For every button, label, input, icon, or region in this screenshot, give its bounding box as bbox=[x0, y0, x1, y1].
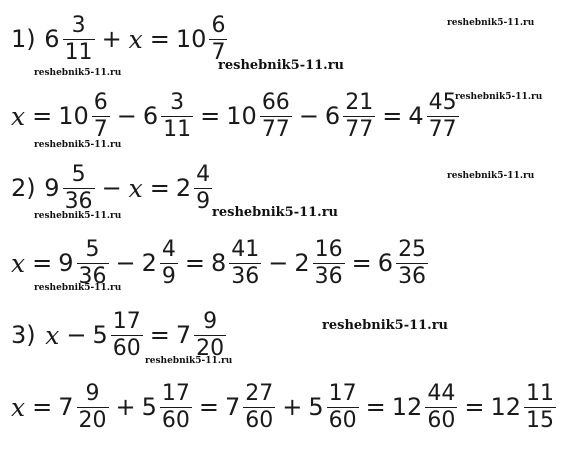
watermark: reshebnik5-11.ru bbox=[34, 283, 122, 293]
mixed-number bbox=[176, 309, 227, 362]
problem-1-equation bbox=[10, 2, 228, 76]
variable-x: x bbox=[128, 173, 143, 203]
whole-part: 5 bbox=[308, 393, 324, 421]
watermark: reshebnik5-11.ru bbox=[447, 171, 535, 181]
numerator: 17 bbox=[161, 380, 190, 406]
numerator: 3 bbox=[71, 12, 86, 38]
operator: = bbox=[184, 249, 205, 277]
operator: = bbox=[198, 393, 219, 421]
denominator: 36 bbox=[314, 263, 343, 289]
fraction bbox=[424, 381, 458, 434]
numerator: 17 bbox=[328, 380, 357, 406]
denominator: 77 bbox=[261, 116, 290, 142]
fraction bbox=[193, 162, 213, 215]
fraction bbox=[242, 381, 276, 434]
numerator: 21 bbox=[345, 89, 374, 115]
mixed-number bbox=[226, 90, 293, 143]
whole-part: 10 bbox=[226, 102, 257, 130]
denominator: 36 bbox=[64, 188, 93, 214]
problem-label: 3) bbox=[11, 321, 36, 349]
whole-part: 6 bbox=[142, 102, 159, 130]
operator: = bbox=[149, 25, 170, 53]
whole-part: 6 bbox=[44, 25, 60, 53]
denominator: 60 bbox=[328, 407, 357, 433]
mixed-number bbox=[308, 381, 359, 434]
whole-part: 2 bbox=[175, 174, 192, 202]
mixed-number bbox=[93, 309, 144, 362]
fraction bbox=[159, 237, 179, 290]
numerator: 4 bbox=[196, 161, 211, 187]
fraction bbox=[342, 90, 376, 143]
whole-part: 6 bbox=[324, 102, 341, 130]
watermark: reshebnik5-11.ru bbox=[447, 18, 535, 28]
watermark: reshebnik5-11.ru bbox=[212, 205, 339, 220]
watermark: reshebnik5-11.ru bbox=[145, 356, 233, 366]
operator: = bbox=[464, 393, 485, 421]
numerator: 11 bbox=[525, 380, 554, 406]
mixed-number bbox=[378, 237, 429, 290]
denominator: 9 bbox=[196, 188, 211, 214]
numerator: 6 bbox=[93, 89, 108, 115]
fraction bbox=[110, 309, 144, 362]
numerator: 6 bbox=[211, 12, 226, 38]
operator: = bbox=[200, 102, 221, 130]
fraction bbox=[76, 381, 110, 434]
operator: = bbox=[32, 102, 53, 130]
operator: − bbox=[116, 102, 137, 130]
watermark: reshebnik5-11.ru bbox=[34, 68, 122, 78]
mixed-number bbox=[176, 162, 213, 215]
denominator: 15 bbox=[525, 407, 554, 433]
fraction bbox=[62, 13, 96, 66]
operator: + bbox=[282, 393, 303, 421]
denominator: 7 bbox=[93, 116, 108, 142]
whole-part: 12 bbox=[391, 393, 423, 421]
operator: − bbox=[268, 249, 289, 277]
operator: − bbox=[66, 321, 87, 349]
watermark: reshebnik5-11.ru bbox=[34, 140, 122, 150]
numerator: 5 bbox=[85, 236, 100, 262]
watermark: reshebnik5-11.ru bbox=[322, 318, 449, 333]
mixed-number bbox=[325, 90, 376, 143]
fraction bbox=[395, 237, 429, 290]
denominator: 36 bbox=[398, 263, 427, 289]
problem-label: 2) bbox=[11, 174, 36, 202]
denominator: 20 bbox=[78, 407, 107, 433]
numerator: 9 bbox=[85, 380, 100, 406]
mixed-number bbox=[142, 381, 193, 434]
whole-part: 9 bbox=[58, 249, 74, 277]
fraction bbox=[228, 237, 262, 290]
denominator: 7 bbox=[211, 39, 226, 65]
denominator: 36 bbox=[231, 263, 260, 289]
operator: = bbox=[382, 102, 403, 130]
whole-part: 5 bbox=[141, 393, 157, 421]
denominator: 36 bbox=[78, 263, 107, 289]
fraction bbox=[91, 90, 111, 143]
fraction bbox=[326, 381, 360, 434]
mixed-number bbox=[211, 237, 262, 290]
numerator: 27 bbox=[245, 380, 274, 406]
operator: = bbox=[365, 393, 386, 421]
whole-part: 7 bbox=[58, 393, 74, 421]
whole-part: 2 bbox=[141, 249, 157, 277]
mixed-number bbox=[44, 13, 95, 66]
problem-label: 1) bbox=[11, 25, 36, 53]
numerator: 45 bbox=[428, 89, 457, 115]
numerator: 4 bbox=[161, 236, 176, 262]
denominator: 77 bbox=[428, 116, 457, 142]
mixed-number bbox=[58, 90, 111, 143]
mixed-number bbox=[392, 381, 459, 434]
mixed-number bbox=[143, 90, 194, 143]
fraction bbox=[76, 237, 110, 290]
whole-part: 10 bbox=[58, 102, 89, 130]
numerator: 9 bbox=[203, 308, 218, 334]
whole-part: 6 bbox=[377, 249, 394, 277]
denominator: 11 bbox=[163, 116, 192, 142]
variable-x: x bbox=[11, 248, 26, 278]
numerator: 3 bbox=[170, 89, 185, 115]
operator: = bbox=[149, 174, 170, 202]
denominator: 77 bbox=[345, 116, 374, 142]
fraction bbox=[62, 162, 96, 215]
whole-part: 12 bbox=[490, 393, 521, 421]
numerator: 17 bbox=[112, 308, 141, 334]
numerator: 66 bbox=[261, 89, 290, 115]
variable-x: x bbox=[11, 101, 26, 131]
whole-part: 8 bbox=[211, 249, 227, 277]
whole-part: 5 bbox=[92, 321, 108, 349]
operator: = bbox=[149, 321, 170, 349]
whole-part: 10 bbox=[175, 25, 207, 53]
fraction bbox=[193, 309, 227, 362]
fraction bbox=[312, 237, 346, 290]
fraction bbox=[160, 90, 194, 143]
denominator: 60 bbox=[245, 407, 274, 433]
numerator: 44 bbox=[427, 380, 456, 406]
mixed-number bbox=[490, 381, 557, 434]
denominator: 60 bbox=[161, 407, 190, 433]
mixed-number bbox=[44, 162, 95, 215]
whole-part: 7 bbox=[225, 393, 241, 421]
mixed-number bbox=[408, 90, 459, 143]
whole-part: 7 bbox=[175, 321, 192, 349]
fraction bbox=[259, 90, 293, 143]
numerator: 5 bbox=[71, 161, 86, 187]
whole-part: 4 bbox=[408, 102, 424, 130]
whole-part: 2 bbox=[294, 249, 310, 277]
operator: = bbox=[32, 393, 53, 421]
mixed-number bbox=[58, 381, 109, 434]
variable-x: x bbox=[128, 24, 143, 54]
denominator: 60 bbox=[112, 335, 141, 361]
variable-x: x bbox=[11, 392, 26, 422]
fraction bbox=[523, 381, 557, 434]
numerator: 41 bbox=[231, 236, 260, 262]
denominator: 20 bbox=[196, 335, 225, 361]
numerator: 16 bbox=[314, 236, 343, 262]
watermark: reshebnik5-11.ru bbox=[455, 92, 543, 102]
mixed-number bbox=[225, 381, 276, 434]
fraction bbox=[159, 381, 193, 434]
numerator: 25 bbox=[398, 236, 427, 262]
operator: − bbox=[101, 174, 122, 202]
operator: = bbox=[351, 249, 372, 277]
operator: + bbox=[101, 25, 122, 53]
denominator: 11 bbox=[64, 39, 93, 65]
mixed-number bbox=[142, 237, 179, 290]
mixed-number bbox=[294, 237, 345, 290]
denominator: 9 bbox=[161, 263, 176, 289]
operator: − bbox=[298, 102, 319, 130]
watermark: reshebnik5-11.ru bbox=[218, 58, 345, 73]
variable-x: x bbox=[45, 320, 60, 350]
whole-part: 9 bbox=[44, 174, 60, 202]
watermark: reshebnik5-11.ru bbox=[34, 211, 122, 221]
operator: − bbox=[115, 249, 136, 277]
denominator: 60 bbox=[427, 407, 456, 433]
problem-3-solution bbox=[10, 370, 557, 444]
operator: = bbox=[32, 249, 53, 277]
mixed-number bbox=[58, 237, 109, 290]
operator: + bbox=[115, 393, 136, 421]
